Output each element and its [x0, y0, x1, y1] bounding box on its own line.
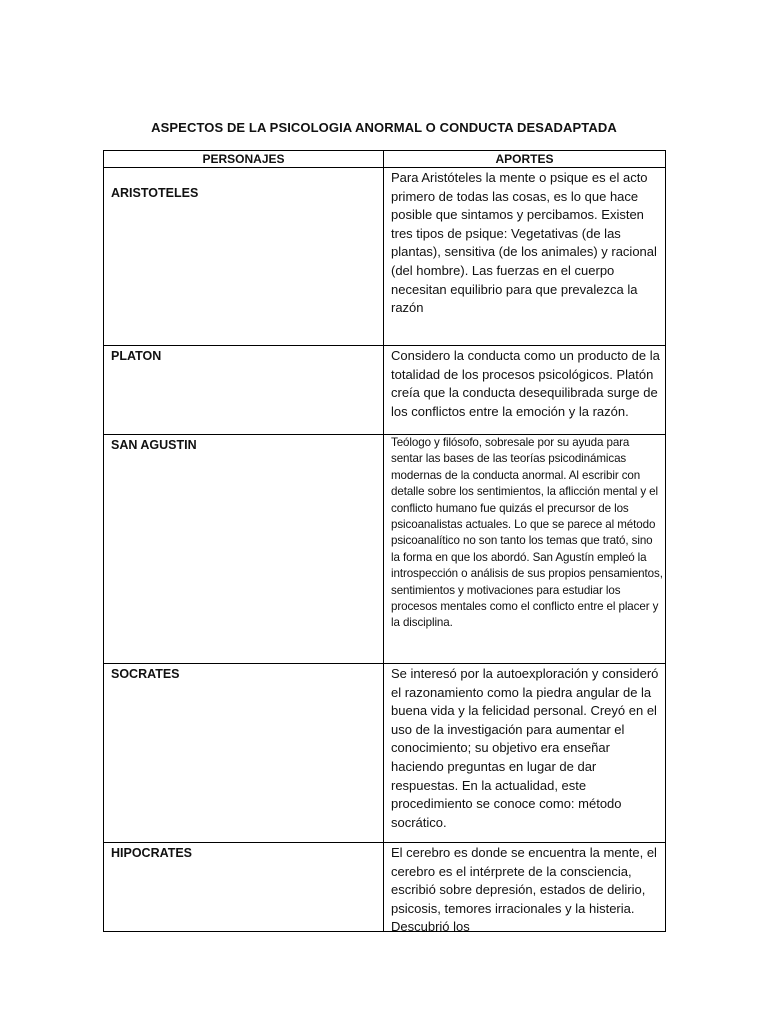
table-row — [104, 345, 665, 434]
document-title: ASPECTOS DE LA PSICOLOGIA ANORMAL O CONDUCTA DESADAPTADA — [151, 120, 617, 135]
personaje-name: ARISTOTELES — [111, 186, 199, 200]
aporte-text: Para Aristóteles la mente o psique es el acto primero de todas las cosas, es lo que hace posible que sintamos y percibamos. Existen tres tipos de psique: Vegetativas (de las plantas), sensitiva (de los animales) y racional (del hombre). Las fuerzas en el cuerpo necesitan equilibrio para que prevalezca la razón — [391, 170, 657, 316]
aporte-text: El cerebro es donde se encuentra la mente, el cerebro es el intérprete de la consciencia, escribió sobre depresión, estados de delirio, psicosis, temores irracionales y la histeria. Descubrió los — [391, 845, 657, 935]
header-personajes: PERSONAJES — [202, 152, 285, 166]
aporte-text: Se interesó por la autoexploración y consideró el razonamiento como la piedra angular de la buena vida y la felicidad personal. Creyó en el uso de la investigación para aumentar el conocimiento; su objetivo era enseñar haciendo preguntas en lugar de dar respuestas. En la actualidad, este procedimiento se conoce como: método socrático. — [391, 666, 659, 830]
table-row — [104, 842, 665, 935]
personaje-name: SOCRATES — [111, 667, 180, 681]
personaje-name: PLATON — [111, 349, 162, 363]
aporte-text: Teólogo y filósofo, sobresale por su ayuda para sentar las bases de las teorías psicodinámicas modernas de la conducta anormal. Al escribir con detalle sobre los sentimientos, la aflicción mental y el conflicto humano fue quizás el precursor de los psicoanalistas actuales. Lo que se parece al método psicoanalítico no son tanto los temas que trató, sino la forma en que los abordó. San Agustín empleó la introspección o análisis de sus propios pensamientos, sentimientos y motivaciones para estudiar los procesos mentales como el conflicto entre el placer y la disciplina. — [391, 436, 663, 630]
aporte-text: Considero la conducta como un producto de la totalidad de los procesos psicológicos. Platón creía que la conducta desequilibrada surge de los conflictos entre la emoción y la razón. — [391, 348, 660, 419]
personaje-name: HIPOCRATES — [111, 846, 193, 860]
table-row — [104, 663, 665, 842]
table-row — [104, 434, 665, 663]
header-aportes: APORTES — [495, 152, 554, 166]
table-row — [104, 167, 665, 345]
personaje-name: SAN AGUSTIN — [111, 438, 197, 452]
table-header-row — [104, 151, 665, 167]
aportes-table — [103, 150, 666, 935]
